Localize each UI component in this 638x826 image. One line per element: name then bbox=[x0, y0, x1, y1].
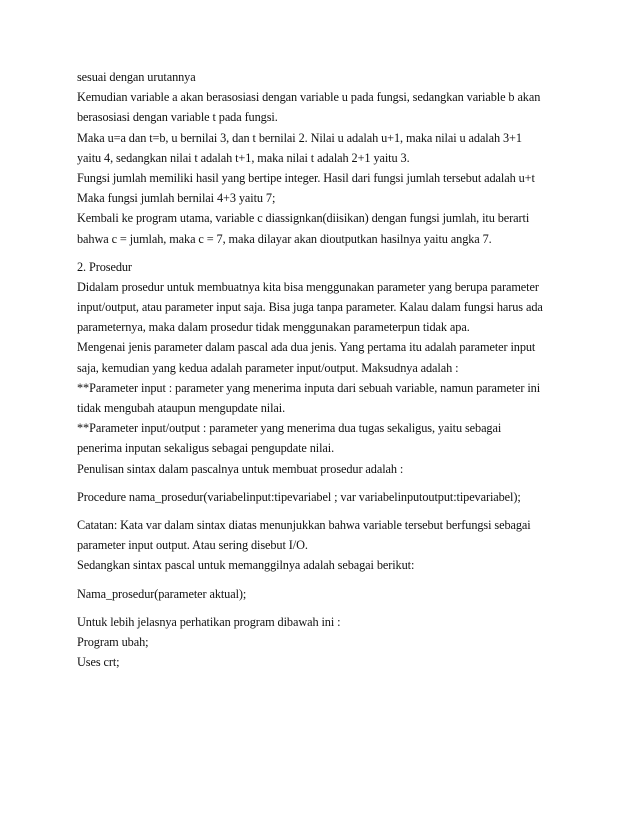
text-line: Kemudian variable a akan berasosiasi dengan variable u pada fungsi, sedangkan variable b akan bbox=[77, 90, 541, 105]
paragraph-gap bbox=[77, 507, 577, 515]
text-line: berasosiasi dengan variable t pada fungsi. bbox=[77, 110, 278, 125]
text-line: Penulisan sintax dalam pascalnya untuk membuat prosedur adalah : bbox=[77, 461, 404, 476]
text-line: penerima inputan sekaligus sebagai pengupdate nilai. bbox=[77, 441, 335, 456]
document-body bbox=[77, 67, 577, 672]
text-line: input/output, atau parameter input saja. Bisa juga tanpa parameter. Kalau dalam fungsi harus ada bbox=[77, 300, 543, 315]
text-line: saja, kemudian yang kedua adalah parameter input/output. Maksudnya adalah : bbox=[77, 360, 459, 375]
paragraph-gap bbox=[77, 479, 577, 487]
code-syntax-line: Nama_prosedur(parameter aktual); bbox=[77, 586, 247, 601]
text-line: Maka u=a dan t=b, u bernilai 3, dan t bernilai 2. Nilai u adalah u+1, maka nilai u adalah 3+1 bbox=[77, 130, 522, 145]
paragraph-gap bbox=[77, 249, 577, 257]
text-line: parameter input output. Atau sering disebut I/O. bbox=[77, 538, 308, 553]
text-line: Didalam prosedur untuk membuatnya kita bisa menggunakan parameter yang berupa parameter bbox=[77, 279, 539, 294]
paragraph-gap bbox=[77, 576, 577, 584]
text-line: Mengenai jenis parameter dalam pascal ada dua jenis. Yang pertama itu adalah parameter input bbox=[77, 340, 536, 355]
text-line: Sedangkan sintax pascal untuk memanggilnya adalah sebagai berikut: bbox=[77, 558, 415, 573]
text-line: sesuai dengan urutannya bbox=[77, 70, 196, 84]
paragraph-gap bbox=[77, 604, 577, 612]
text-line: **Parameter input : parameter yang menerima inputa dari sebuah variable, namun parameter ini bbox=[77, 380, 541, 395]
code-syntax-line: Procedure nama_prosedur(variabelinput:tipevariabel ; var variabelinputoutput:tipevariabel); bbox=[77, 489, 521, 504]
section-heading: 2. Prosedur bbox=[77, 259, 132, 274]
text-line: Maka fungsi jumlah bernilai 4+3 yaitu 7; bbox=[77, 191, 276, 206]
code-line: Program ubah; bbox=[77, 634, 149, 649]
text-line: **Parameter input/output : parameter yang menerima dua tugas sekaligus, yaitu sebagai bbox=[77, 421, 502, 436]
text-line: Kembali ke program utama, variable c diassignkan(diisikan) dengan fungsi jumlah, itu berarti bbox=[77, 211, 530, 226]
text-line: yaitu 4, sedangkan nilai t adalah t+1, maka nilai t adalah 2+1 yaitu 3. bbox=[77, 150, 410, 165]
text-line: Catatan: Kata var dalam sintax diatas menunjukkan bahwa variable tersebut berfungsi sebagai bbox=[77, 517, 531, 532]
text-line: bahwa c = jumlah, maka c = 7, maka dilayar akan dioutputkan hasilnya yaitu angka 7. bbox=[77, 231, 492, 246]
code-line: Uses crt; bbox=[77, 655, 120, 670]
text-line: Untuk lebih jelasnya perhatikan program dibawah ini : bbox=[77, 614, 341, 629]
text-line: tidak mengubah ataupun mengupdate nilai. bbox=[77, 401, 286, 415]
text-line: parameternya, maka dalam prosedur tidak menggunakan parameterpun tidak apa. bbox=[77, 320, 470, 335]
text-line: Fungsi jumlah memiliki hasil yang bertipe integer. Hasil dari fungsi jumlah tersebut adalah u+t bbox=[77, 170, 535, 185]
